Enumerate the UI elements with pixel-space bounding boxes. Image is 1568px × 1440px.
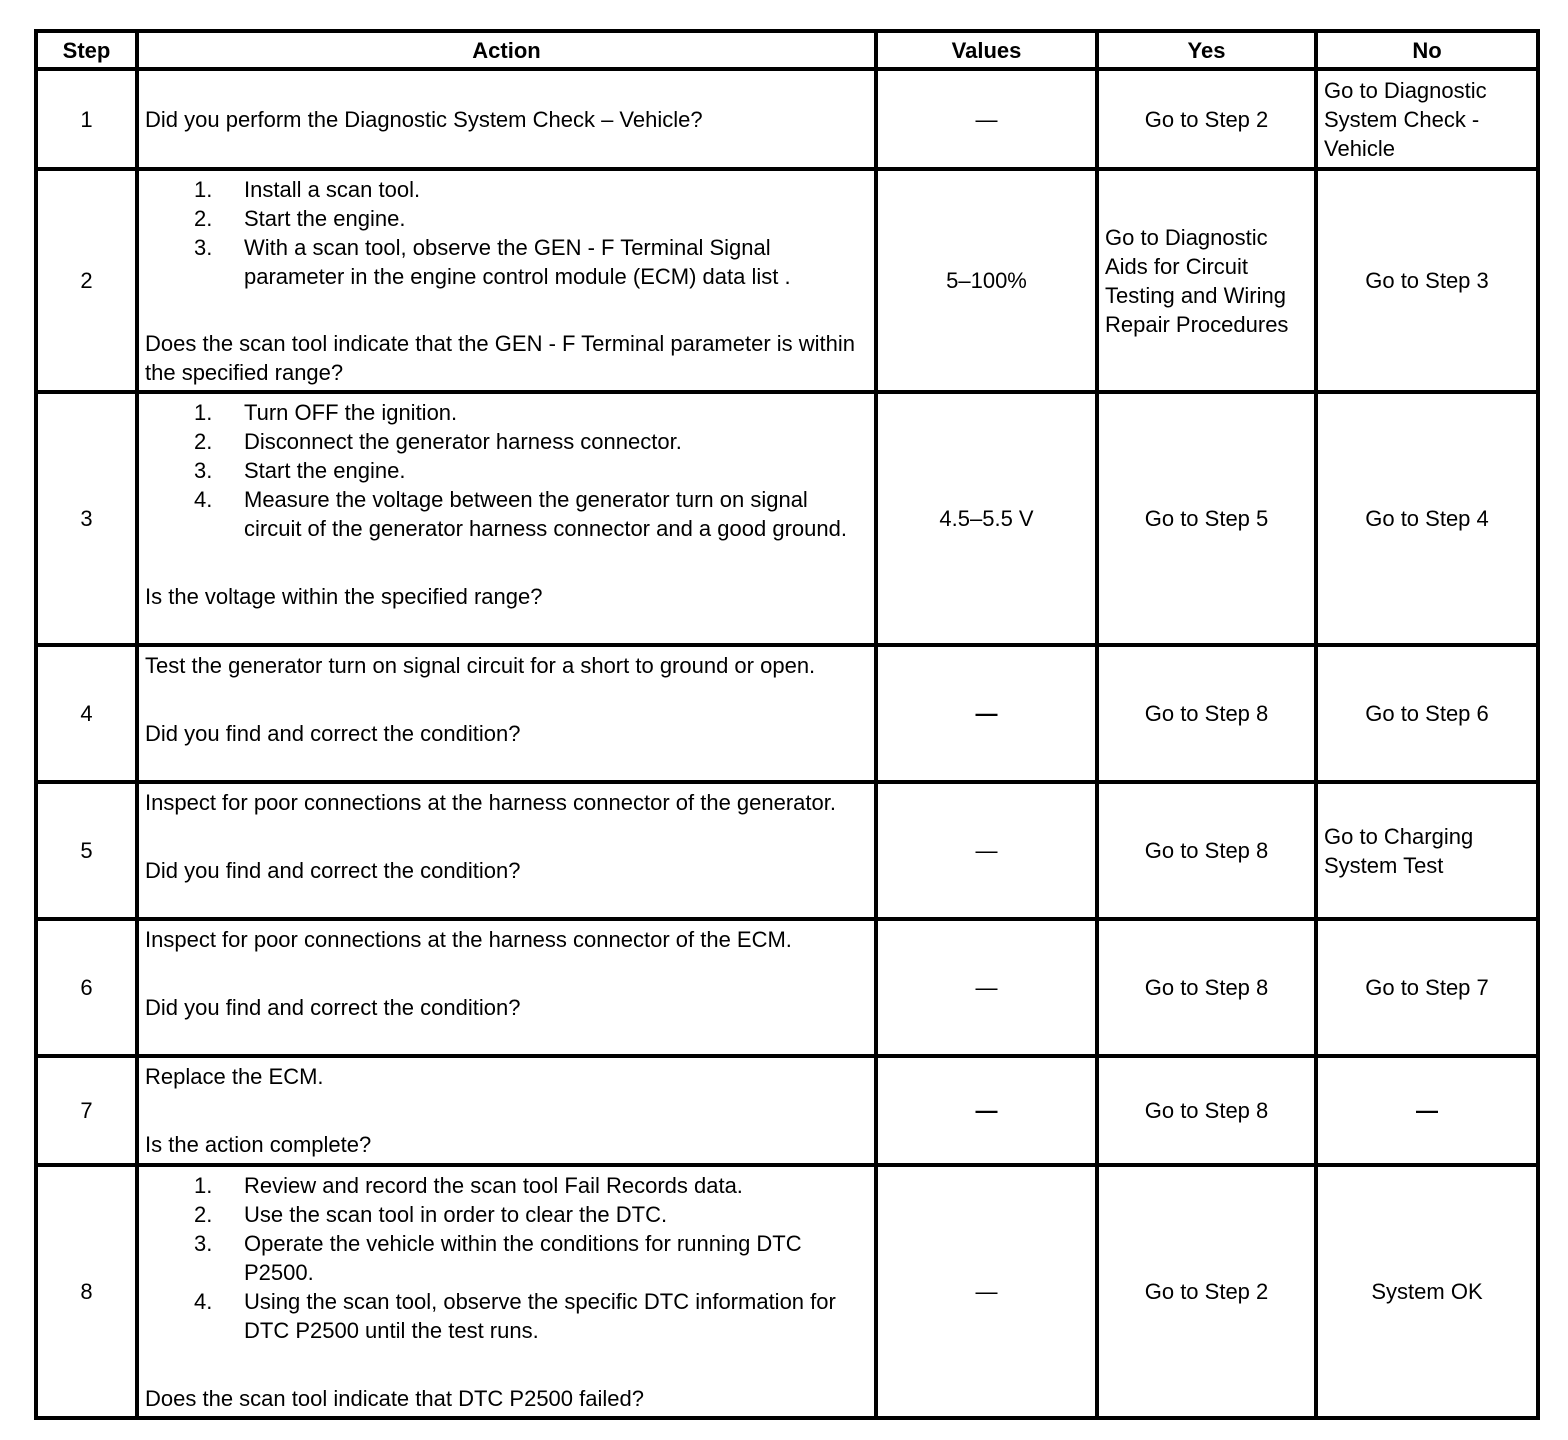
header-step: Step [36,31,137,69]
action-cell [137,1056,876,1165]
action-step-item: With a scan tool, observe the GEN - F Terminal Signal parameter in the engine control module (ECM) data list . [244,235,791,289]
action-cell [137,169,876,392]
no-dash: — [1416,1098,1438,1123]
action-step-item: Install a scan tool. [244,177,421,202]
table-row [36,645,1538,782]
action-step-item: Using the scan tool, observe the specific DTC information for DTC P2500 until the test runs. [244,1289,836,1343]
table-row [36,392,1538,645]
yes-cell: Go to Step 8 [1097,782,1316,919]
table-row [36,1165,1538,1418]
action-question: Does the scan tool indicate that DTC P2500 failed? [145,1386,644,1411]
yes-cell: Go to Diagnostic Aids for Circuit Testing and Wiring Repair Procedures [1097,169,1316,392]
action-cell [137,1165,876,1418]
action-step-item: Review and record the scan tool Fail Records data. [244,1173,743,1198]
diagnostic-table [34,29,1540,1420]
values-dash: — [975,701,998,726]
action-steps [145,398,868,543]
step-number: 1 [36,69,137,169]
header-no: No [1316,31,1538,69]
values-cell: — [876,1165,1097,1418]
values-cell: — [876,782,1097,919]
action-cell [137,392,876,645]
step-number: 5 [36,782,137,919]
action-question: Did you find and correct the condition? [145,721,521,746]
action-intro: Test the generator turn on signal circuit for a short to ground or open. [145,653,816,678]
header-row [36,31,1538,69]
action-question: Did you perform the Diagnostic System Check – Vehicle? [145,106,703,132]
no-cell: System OK [1316,1165,1538,1418]
no-cell: Go to Step 4 [1316,392,1538,645]
values-dash: — [975,1098,998,1123]
values-cell: — [876,69,1097,169]
action-intro: Replace the ECM. [145,1064,324,1089]
values-cell: 4.5–5.5 V [876,392,1097,645]
action-step-item: Disconnect the generator harness connector. [244,429,682,454]
step-number: 4 [36,645,137,782]
step-number: 8 [36,1165,137,1418]
no-cell: Go to Diagnostic System Check - Vehicle [1316,69,1538,169]
step-number: 3 [36,392,137,645]
header-action: Action [137,31,876,69]
values-cell: 5–100% [876,169,1097,392]
no-cell [1316,1056,1538,1165]
no-cell: Go to Step 6 [1316,645,1538,782]
values-cell [876,645,1097,782]
action-steps [145,1171,868,1345]
yes-cell: Go to Step 5 [1097,392,1316,645]
no-cell: Go to Charging System Test [1316,782,1538,919]
action-intro: Inspect for poor connections at the harness connector of the ECM. [145,927,792,952]
action-cell [137,919,876,1056]
table-row [36,169,1538,392]
action-step-item: Use the scan tool in order to clear the DTC. [244,1202,668,1227]
yes-cell: Go to Step 8 [1097,645,1316,782]
action-step-item: Start the engine. [244,206,406,231]
action-steps [145,175,868,291]
yes-cell: Go to Step 8 [1097,919,1316,1056]
action-intro: Inspect for poor connections at the harness connector of the generator. [145,790,836,815]
no-cell: Go to Step 3 [1316,169,1538,392]
action-question: Is the voltage within the specified range? [145,584,543,609]
action-step-item: Operate the vehicle within the conditions for running DTC P2500. [244,1231,802,1285]
action-cell [137,69,876,169]
action-question: Is the action complete? [145,1132,372,1157]
action-question: Did you find and correct the condition? [145,995,521,1020]
action-question: Did you find and correct the condition? [145,858,521,883]
action-step-item: Measure the voltage between the generator turn on signal circuit of the generator harness connector and a good ground. [244,487,847,541]
action-question: Does the scan tool indicate that the GEN - F Terminal parameter is within the specified range? [145,331,856,385]
step-number: 2 [36,169,137,392]
table-row [36,782,1538,919]
step-number: 6 [36,919,137,1056]
action-cell [137,645,876,782]
no-cell: Go to Step 7 [1316,919,1538,1056]
header-values: Values [876,31,1097,69]
step-number: 7 [36,1056,137,1165]
yes-cell: Go to Step 2 [1097,1165,1316,1418]
action-step-item: Start the engine. [244,458,406,483]
yes-cell: Go to Step 2 [1097,69,1316,169]
values-cell: — [876,919,1097,1056]
table-row [36,1056,1538,1165]
action-step-item: Turn OFF the ignition. [244,400,458,425]
yes-cell: Go to Step 8 [1097,1056,1316,1165]
values-cell [876,1056,1097,1165]
header-yes: Yes [1097,31,1316,69]
action-cell [137,782,876,919]
table-row [36,919,1538,1056]
table-row [36,69,1538,169]
